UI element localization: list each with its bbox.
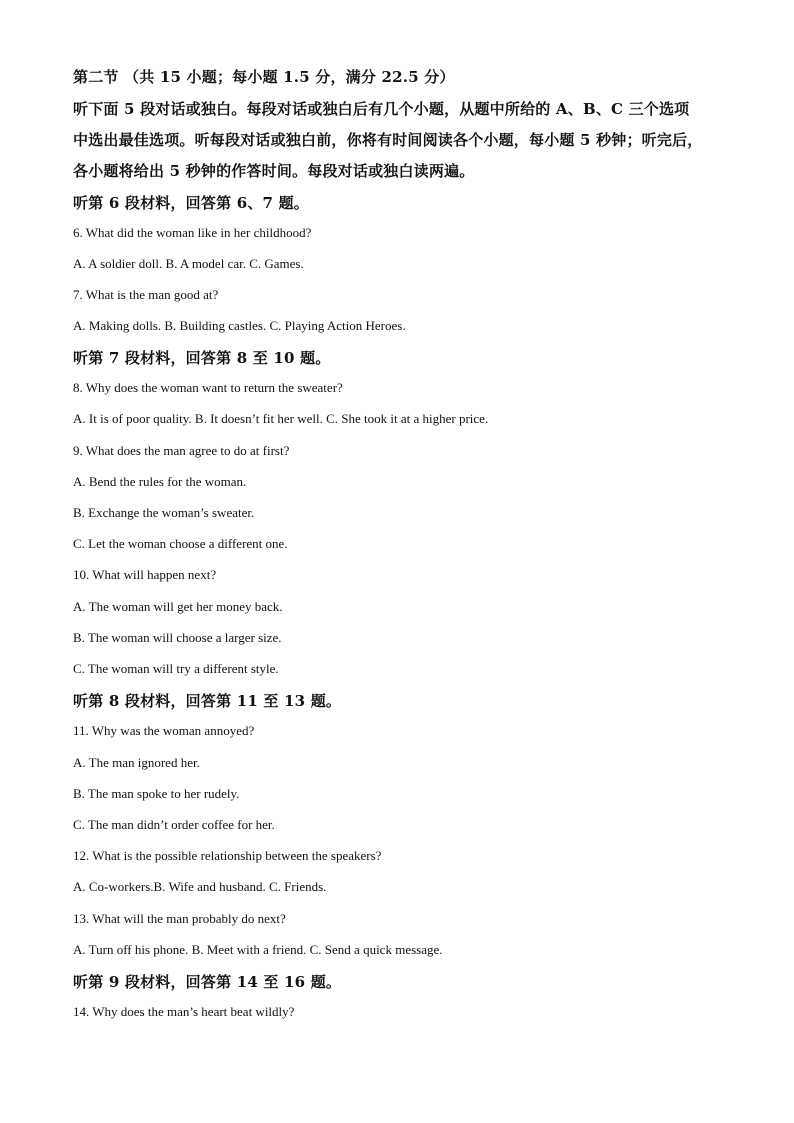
answer-option: A. Bend the rules for the woman. [73,474,247,489]
question-text: 11. Why was the woman annoyed? [73,723,255,738]
answer-options: A. Turn off his phone. B. Meet with a friend. C. Send a quick message. [73,942,443,957]
question-text: 10. What will happen next? [73,567,217,582]
question-text: 7. What is the man good at? [73,287,219,302]
question-text: 8. Why does the woman want to return the sweater? [73,380,343,395]
answer-options: A. It is of poor quality. B. It doesn’t fit her well. C. She took it at a higher price. [73,411,489,426]
section-heading: 第二节 （共 15 小题；每小题 1.5 分，满分 22.5 分） [73,68,455,86]
answer-options: A. Making dolls. B. Building castles. C. Playing Action Heroes. [73,318,406,333]
question-text: 12. What is the possible relationship between the speakers? [73,848,382,863]
instruction-line: 各小题将给出 5 秒钟的作答时间。每段对话或独白读两遍。 [73,162,475,180]
part-title: 听第 9 段材料，回答第 14 至 16 题。 [73,973,342,991]
question-text: 13. What will the man probably do next? [73,911,286,926]
part-title: 听第 8 段材料，回答第 11 至 13 题。 [73,692,342,710]
answer-option: A. The man ignored her. [73,755,200,770]
answer-option: B. The woman will choose a larger size. [73,630,282,645]
instruction-line: 听下面 5 段对话或独白。每段对话或独白后有几个小题，从题中所给的 A、B、C 三个选项 [73,100,690,118]
answer-options: A. Co-workers.B. Wife and husband. C. Friends. [73,879,327,894]
part-title: 听第 6 段材料，回答第 6、7 题。 [73,194,310,212]
question-text: 9. What does the man agree to do at first? [73,443,290,458]
answer-option: C. The man didn’t order coffee for her. [73,817,275,832]
answer-options: A. A soldier doll. B. A model car. C. Games. [73,256,304,271]
question-text: 14. Why does the man’s heart beat wildly? [73,1004,295,1019]
answer-option: B. Exchange the woman’s sweater. [73,505,255,520]
answer-option: B. The man spoke to her rudely. [73,786,240,801]
answer-option: A. The woman will get her money back. [73,599,283,614]
part-title: 听第 7 段材料，回答第 8 至 10 题。 [73,349,331,367]
answer-option: C. Let the woman choose a different one. [73,536,288,551]
instruction-line: 中选出最佳选项。听每段对话或独白前，你将有时间阅读各个小题，每小题 5 秒钟；听完后， [73,131,703,149]
question-text: 6. What did the woman like in her childhood? [73,225,312,240]
answer-option: C. The woman will try a different style. [73,661,279,676]
